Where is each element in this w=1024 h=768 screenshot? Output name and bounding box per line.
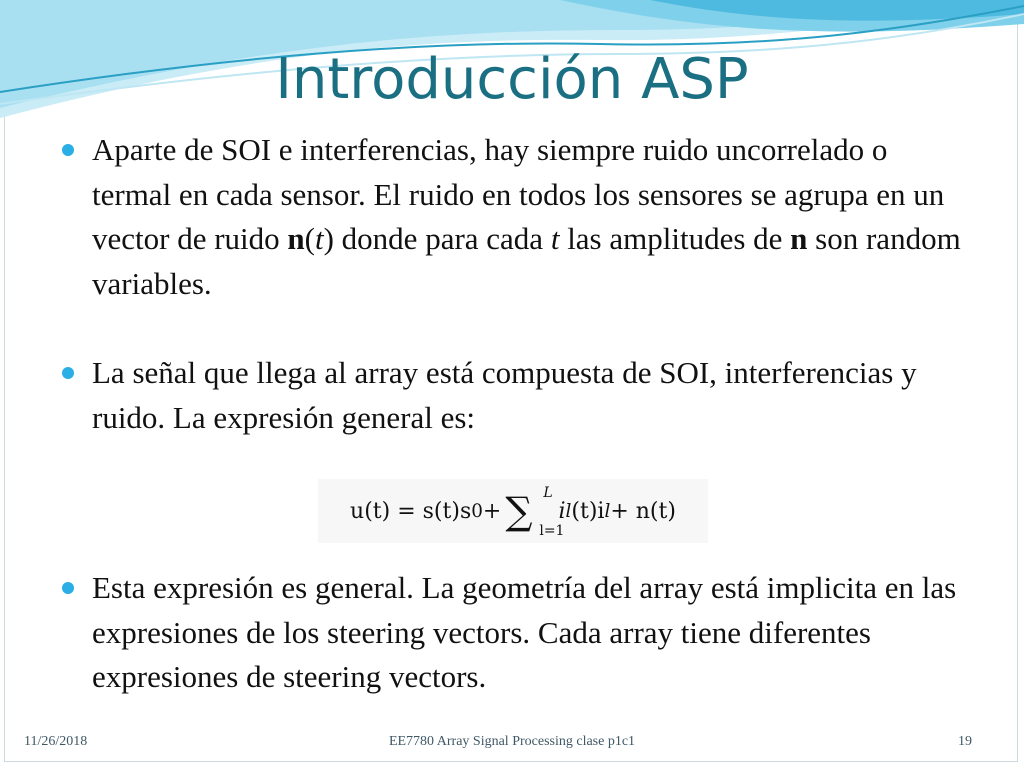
slide-title: Introducción ASP [275,47,749,112]
bullet-list [62,128,962,700]
bullet-dot-icon [62,582,74,594]
bullet-dot-icon [62,144,74,156]
signal-equation: u(t) = s(t)s 0 + ∑ L l=1 i l (t)i l + n(t) [318,479,708,543]
sum-symbol: ∑ L l=1 [505,485,565,539]
bullet-item-signal [62,351,962,440]
footer-page-number: 19 [958,734,972,749]
bullet-item-noise [62,128,962,306]
bullet-text: Esta expresión es general. La geometría del array está implicita en las expresiones de los steering vectors. Cada array tiene diferentes expresiones de steering vectors. [92,570,957,694]
bullet-dot-icon [62,367,74,379]
bullet-text: La señal que llega al array está compuesta de SOI, interferencias y ruido. La expresión general es: [92,355,917,435]
footer-course-title: EE7780 Array Signal Processing clase p1c1 [388,734,636,749]
bullet-item-geometry [62,566,962,700]
bullet-text: Aparte de SOI e interferencias, hay siempre ruido uncorrelado o termal en cada sensor. El ruido en todos los sensores se agrupa en un vector de ruido n(t) donde para cada t las amplitudes de n son random variables. [92,132,961,301]
footer-date: 11/26/2018 [24,734,88,749]
